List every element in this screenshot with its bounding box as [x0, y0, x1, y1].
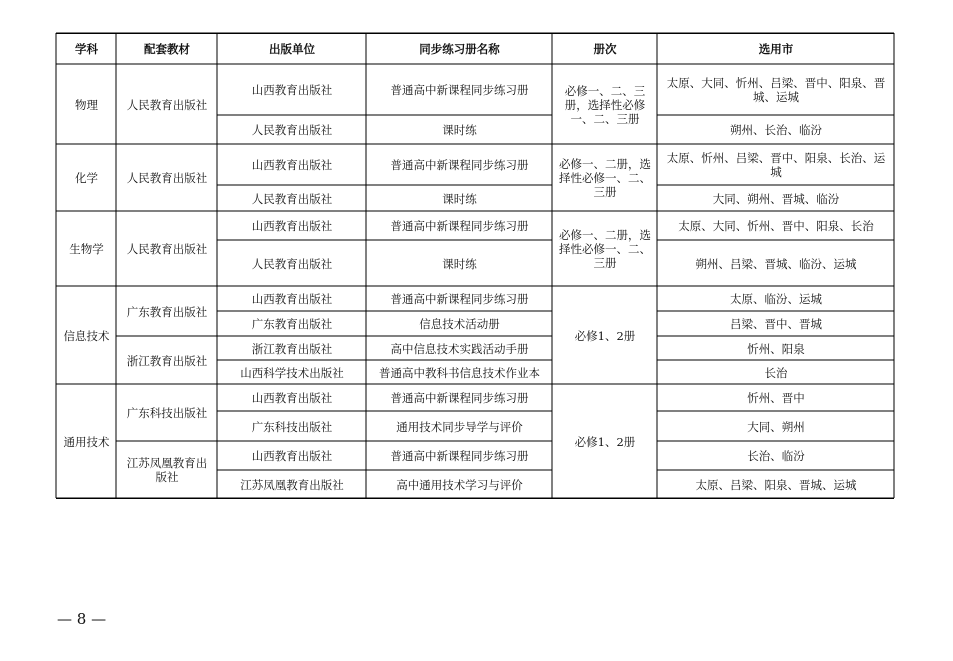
header-cell: 册次 — [593, 42, 617, 56]
publisher-cell: 山西科学技术出版社 — [240, 365, 344, 380]
workbook-cell: 普通高中新课程同步练习册 — [390, 158, 529, 172]
subject-cell: 信息技术 — [63, 328, 110, 343]
city-cell: 长治 — [764, 365, 788, 380]
publisher-cell: 浙江教育出版社 — [251, 341, 333, 356]
publisher-cell: 山西教育出版社 — [251, 83, 333, 97]
volume-cell: 必修一、二册，选择性必修一、二、三册 — [559, 157, 651, 199]
city-cell: 太原、大同、忻州、吕梁、晋中、阳泉、晋城、运城 — [666, 76, 886, 104]
city-cell: 忻州、晋中 — [747, 391, 805, 405]
workbook-cell: 普通高中新课程同步练习册 — [390, 83, 529, 97]
textbook-cell: 人民教育出版社 — [126, 242, 208, 256]
publisher-cell: 江苏凤凰教育出版社 — [240, 477, 344, 492]
publisher-cell: 山西教育出版社 — [251, 449, 333, 463]
page-number: — 8 — — [57, 610, 107, 628]
city-cell: 太原、吕梁、阳泉、晋城、运城 — [695, 477, 857, 492]
workbook-cell: 课时练 — [442, 123, 477, 137]
subject-cell: 化学 — [75, 171, 98, 185]
textbook-cell: 广东科技出版社 — [126, 406, 208, 420]
publisher-cell: 人民教育出版社 — [251, 123, 333, 137]
publisher-cell: 山西教育出版社 — [251, 158, 333, 172]
city-cell: 朔州、长治、临汾 — [730, 123, 822, 137]
textbook-cell: 人民教育出版社 — [126, 171, 208, 185]
workbook-cell: 普通高中新课程同步练习册 — [390, 292, 529, 306]
city-cell: 太原、临汾、运城 — [730, 292, 822, 306]
subject-cell: 通用技术 — [63, 434, 110, 449]
publisher-cell: 广东教育出版社 — [251, 317, 333, 331]
subject-cell: 生物学 — [69, 242, 104, 256]
city-cell: 忻州、阳泉 — [747, 341, 805, 356]
volume-cell: 必修1、2册 — [574, 328, 636, 343]
city-cell: 太原、大同、忻州、晋中、阳泉、长治 — [678, 219, 874, 233]
header-cell: 学科 — [75, 42, 98, 56]
city-cell: 大同、朔州、晋城、临汾 — [712, 191, 840, 206]
workbook-cell: 普通高中新课程同步练习册 — [390, 449, 529, 463]
workbook-cell: 高中通用技术学习与评价 — [396, 477, 523, 492]
workbook-cell: 高中信息技术实践活动手册 — [390, 341, 529, 356]
volume-cell: 必修一、二、三册，选择性必修一、二、三册 — [564, 83, 646, 126]
volume-cell: 必修1、2册 — [574, 434, 636, 449]
header-cell: 配套教材 — [144, 42, 190, 56]
textbook-cell: 江苏凤凰教育出版社 — [126, 456, 208, 484]
city-cell: 大同、朔州 — [747, 419, 805, 434]
city-cell: 吕梁、晋中、晋城 — [730, 317, 822, 331]
workbook-cell: 课时练 — [442, 191, 477, 206]
workbook-cell: 通用技术同步导学与评价 — [396, 419, 523, 434]
workbook-cell: 信息技术活动册 — [419, 317, 500, 331]
publisher-cell: 山西教育出版社 — [251, 292, 333, 306]
subject-cell: 物理 — [75, 97, 98, 112]
header-cell: 出版单位 — [269, 42, 315, 56]
textbook-cell: 广东教育出版社 — [126, 304, 208, 319]
workbook-cell: 普通高中新课程同步练习册 — [390, 219, 529, 233]
header-cell: 选用市 — [758, 42, 794, 56]
publisher-cell: 人民教育出版社 — [251, 256, 333, 271]
workbook-cell: 普通高中教科书信息技术作业本 — [379, 365, 540, 380]
city-cell: 朔州、吕梁、晋城、临汾、运城 — [695, 256, 857, 271]
publisher-cell: 人民教育出版社 — [251, 191, 333, 206]
header-cell: 同步练习册名称 — [419, 42, 500, 56]
city-cell: 太原、忻州、吕梁、晋中、阳泉、长治、运城 — [666, 151, 886, 179]
city-cell: 长治、临汾 — [747, 449, 805, 463]
volume-cell: 必修一、二册，选择性必修一、二、三册 — [559, 228, 651, 270]
textbook-cell: 人民教育出版社 — [126, 97, 208, 112]
publisher-cell: 广东科技出版社 — [251, 419, 333, 434]
publisher-cell: 山西教育出版社 — [251, 391, 333, 405]
workbook-cell: 普通高中新课程同步练习册 — [390, 391, 529, 405]
workbook-cell: 课时练 — [442, 256, 477, 271]
publisher-cell: 山西教育出版社 — [251, 219, 333, 233]
textbook-cell: 浙江教育出版社 — [126, 353, 208, 368]
